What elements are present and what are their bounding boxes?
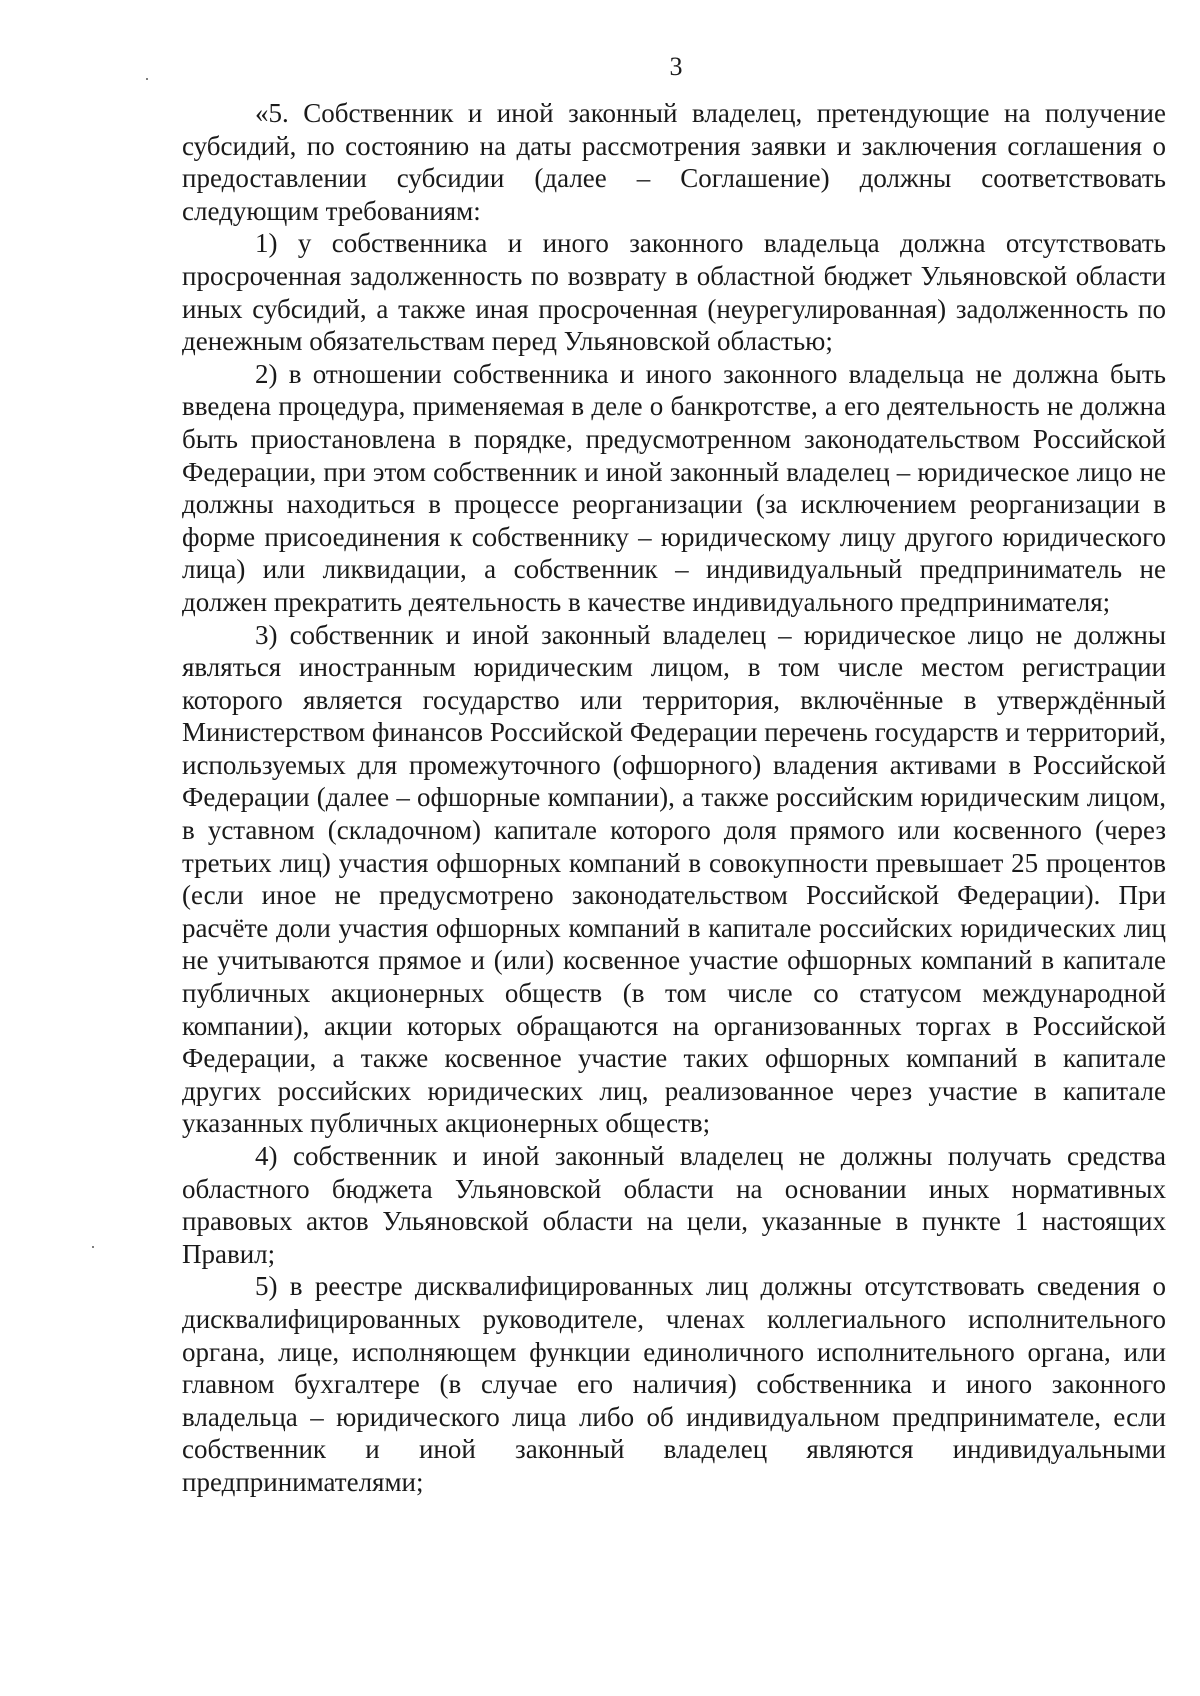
document-body [182,97,1166,1499]
page-number: 3 [669,52,683,81]
scan-speck [146,78,148,80]
paragraph-subitem-2: 2) в отношении собственника и иного законного владельца не должна быть введена процедура, применяемая в деле о банкротстве, а его деятельность не должна быть приостановлена в порядке, предусмотренном законодательством Российской Федерации, при этом собственник и иной законный владелец – юридическое лицо не должны находиться в процессе реорганизации (за исключением реорганизации в форме присоединения к собственнику – юридическому лицу другого юридического лица) или ликвидации, а собственник – индивидуальный предприниматель не должен прекратить деятельность в качестве индивидуального предпринимателя; [182,358,1166,617]
paragraph-item-5-intro: «5. Собственник и иной законный владелец, претендующие на получение субсидий, по состоянию на даты рассмотрения заявки и заключения соглашения о предоставлении субсидии (далее – Соглашение) должны соответствовать следующим требованиям: [182,98,1166,226]
paragraph-subitem-3: 3) собственник и иной законный владелец – юридическое лицо не должны являться иностранным юридическим лицом, в том числе местом регистрации которого является государство или территория, включённые в утверждённый Министерством финансов Российской Федерации перечень государств и территорий, используемых для промежуточного (офшорного) владения активами в Российской Федерации (далее – офшорные компании), а также российским юридическим лицом, в уставном (складочном) капитале которого доля прямого или косвенного (через третьих лиц) участия офшорных компаний в совокупности превышает 25 процентов (если иное не предусмотрено законодательством Российской Федерации). При расчёте доли участия офшорных компаний в капитале российских юридических лиц не учитываются прямое и (или) косвенное участие офшорных компаний в капитале публичных акционерных обществ (в том числе со статусом международной компании), акции которых обращаются на организованных торгах в Российской Федерации, а также косвенное участие таких офшорных компаний в капитале других российских юридических лиц, реализованное через участие в капитале указанных публичных акционерных обществ; [182,619,1166,1139]
paragraph-subitem-5: 5) в реестре дисквалифицированных лиц должны отсутствовать сведения о дисквалифицированных руководителе, членах коллегиального исполнительного органа, лице, исполняющем функции единоличного исполнительного органа, или главном бухгалтере (в случае его наличия) собственника и иного законного владельца – юридического лица либо об индивидуальном предпринимателе, если собственник и иной законный владелец являются индивидуальными предпринимателями; [182,1271,1166,1497]
paragraph-subitem-4: 4) собственник и иной законный владелец не должны получать средства областного бюджета Ульяновской области на основании иных нормативных правовых актов Ульяновской области на цели, указанные в пункте 1 настоящих Правил; [182,1141,1166,1269]
scan-speck [92,1246,94,1248]
paragraph-subitem-1: 1) у собственника и иного законного владельца должна отсутствовать просроченная задолженность по возврату в областной бюджет Ульяновской области иных субсидий, а также иная просроченная (неурегулированная) задолженность по денежным обязательствам перед Ульяновской областью; [182,228,1166,357]
